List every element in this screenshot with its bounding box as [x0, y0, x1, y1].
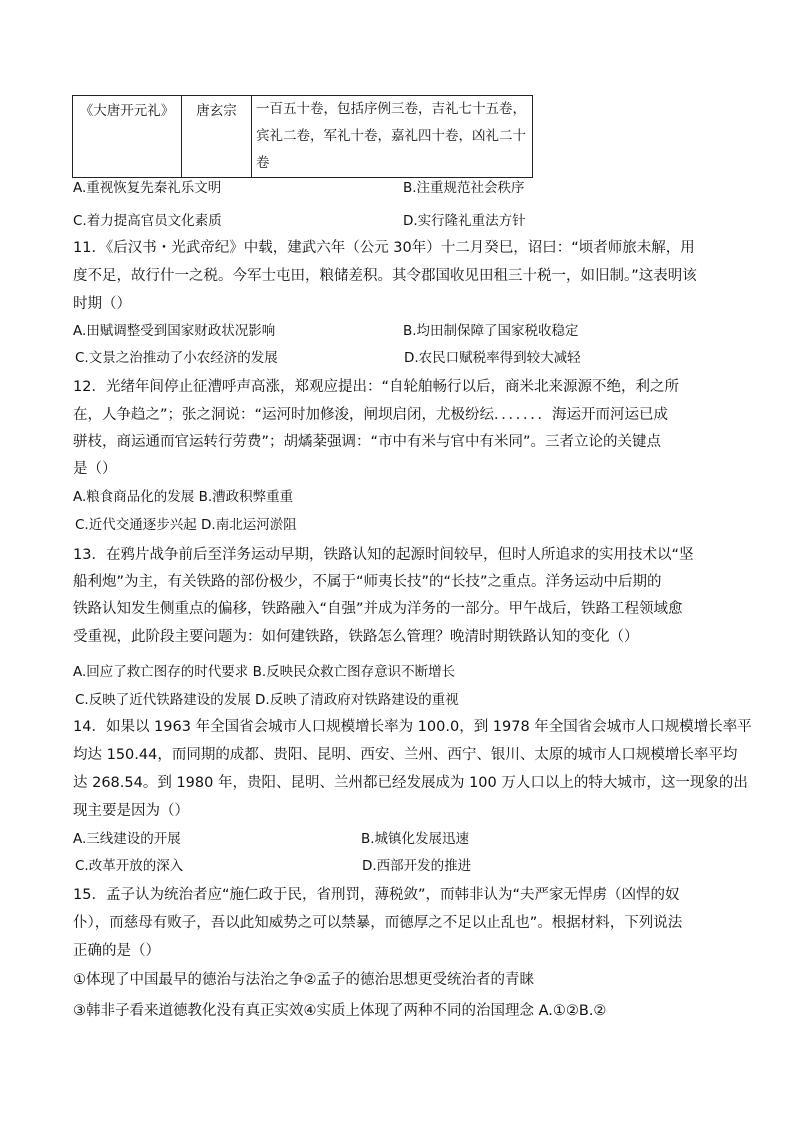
table-cell-emperor: 唐玄宗 [182, 96, 252, 178]
q15-stem-line: 15．孟子认为统治者应“施仁政于民，省刑罚，薄税敛”，而韩非认为“夫严家无悍虏（凶悍的奴 [73, 887, 680, 903]
q14-stem-line: 达 268.54。到 1980 年，贵阳、昆明、兰州都已经发展成为 100 万人口以上的特大城市，这一现象的出 [73, 775, 748, 791]
q12-options-cd[interactable]: C.近代交通逐步兴起 D.南北运河淤阻 [75, 517, 297, 533]
q14-stem-line: 14．如果以 1963 年全国省会城市人口规模增长率为 100.0，到 1978 年全国省会城市人口规模增长率平 [73, 719, 752, 735]
q14-stem-line: 现主要是因为（） [73, 803, 189, 819]
table-row [73, 96, 533, 178]
q15-stem-line: 正确的是（） [73, 943, 160, 959]
history-table [72, 95, 533, 178]
q12-stem-line: 骈枝，商运通而官运转行劳费”；胡燏棻强调：“市中有米与官中有米同”。三者立论的关键点 [73, 434, 662, 450]
q13-stem-line: 受重视，此阶段主要问题为：如何建铁路，铁路怎么管理？晚清时期铁路认知的变化（） [73, 629, 639, 645]
q14-option-c[interactable]: C.改革开放的深入 [75, 858, 184, 874]
q14-option-a[interactable]: A.三线建设的开展 [73, 831, 181, 847]
q13-options-cd[interactable]: C.反映了近代铁路建设的发展 D.反映了清政府对铁路建设的重视 [75, 692, 459, 708]
q13-stem-line: 铁路认知发生侧重点的偏移，铁路融入“自强”并成为洋务的一部分。甲午战后，铁路工程领域愈 [73, 601, 683, 617]
table-content-line: 卷 [256, 155, 270, 171]
q13-stem-line: 船利炮”为主，有关铁路的部份极少，不属于“师夷长技”的“长技”之重点。洋务运动中后期的 [73, 574, 662, 590]
q13-options-ab[interactable]: A.回应了救亡图存的时代要求 B.反映民众救亡图存意识不断增长 [73, 664, 456, 680]
table-content-line: 一百五十卷，包括序例三卷，吉礼七十五卷， [256, 101, 526, 117]
q12-stem-line: 12．光绪年间停止征漕呼声高涨，郑观应提出：“自轮舶畅行以后，商米北来源源不绝，利之所 [73, 379, 679, 395]
q11-option-a[interactable]: A.田赋调整受到国家财政状况影响 [73, 323, 276, 339]
q14-option-d[interactable]: D.西部开发的推进 [362, 858, 472, 874]
q11-option-b[interactable]: B.均田制保障了国家税收稳定 [403, 323, 579, 339]
table-cell-content [252, 96, 533, 178]
table-content-line: 宾礼二卷，军礼十卷，嘉礼四十卷，凶礼二十 [256, 128, 526, 144]
q15-stem-line: 仆），而慈母有败子，吾以此知威势之可以禁暴，而德厚之不足以止乱也”。根据材料，下列说法 [73, 915, 683, 931]
q15-statement-line: ①体现了中国最早的德治与法治之争②孟子的德治思想更受统治者的青睐 [73, 972, 534, 988]
q14-stem-line: 均达 150.44，而同期的成都、贵阳、昆明、西安、兰州、西宁、银川、太原的城市人口规模增长率平均 [73, 747, 738, 763]
table-cell-book: 《大唐开元礼》 [73, 96, 182, 178]
q10-option-d[interactable]: D.实行隆礼重法方针 [403, 213, 526, 229]
q11-stem-line: 时期（） [73, 296, 131, 312]
q11-stem-line: 11．《后汉书・光武帝纪》中载，建武六年（公元 30年）十二月癸巳，诏曰：“顷者师旅未解，用 [73, 240, 695, 256]
q10-option-b[interactable]: B.注重规范社会秩序 [403, 180, 525, 196]
q12-stem-line: 是（） [73, 461, 117, 477]
q11-stem-line: 度不足，故行什一之税。今军士屯田，粮储差积。其令郡国收见田租三十税一，如旧制。”这表明该 [73, 268, 697, 284]
q12-options-ab[interactable]: A.粮食商品化的发展 B.漕政积弊重重 [73, 489, 294, 505]
q10-option-a[interactable]: A.重视恢复先秦礼乐文明 [73, 180, 222, 196]
q14-option-b[interactable]: B.城镇化发展迅速 [361, 831, 470, 847]
q15-statement-options-line: ③韩非子看来道德教化没有真正实效④实质上体现了两种不同的治国理念 A.①②B.② [73, 1003, 607, 1019]
q12-stem-line: 在，人争趋之”；张之洞说：“运河时加修浚，闸坝启闭，尤极纷纭．．．．．．．海运开而河运已成 [73, 407, 669, 423]
q11-option-c[interactable]: C.文景之治推动了小农经济的发展 [75, 350, 278, 366]
q11-option-d[interactable]: D.农民口赋税率得到较大减轻 [404, 350, 581, 366]
q13-stem-line: 13．在鸦片战争前后至洋务运动早期，铁路认知的起源时间较早，但时人所追求的实用技术以“坚 [73, 547, 694, 563]
q10-option-c[interactable]: C.着力提高官员文化素质 [73, 213, 222, 229]
